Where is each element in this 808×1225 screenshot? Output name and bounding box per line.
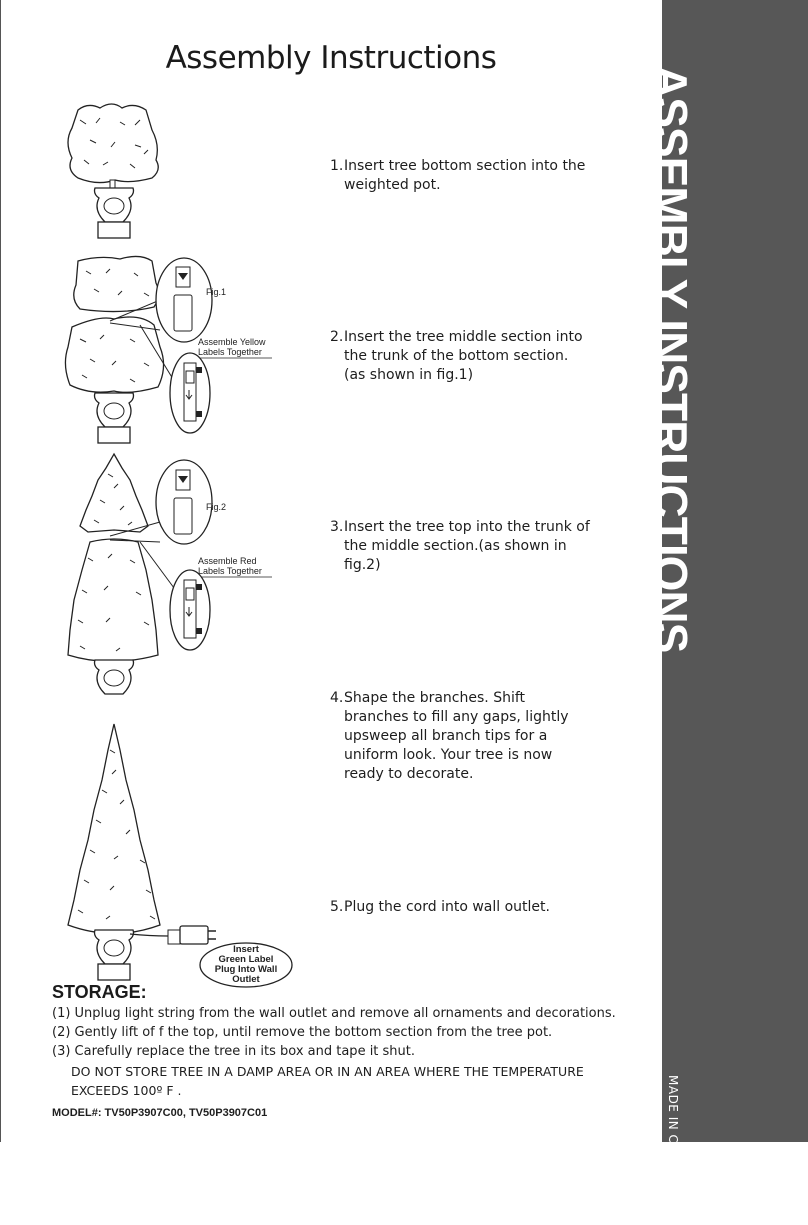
step-5-text: Plug the cord into wall outlet.	[344, 899, 550, 915]
storage-title: STORAGE:	[52, 982, 147, 1002]
step-4-text: Shape the branches. Shift branches to fill any gaps, lightly upsweep all branch tips for a uniform look. Your tree is now ready to decorate.	[344, 690, 569, 782]
fig2-label: Fig.2	[206, 502, 227, 512]
storage-item-1: (1) Unplug light string from the wall outlet and remove all ornaments and decorations.	[52, 1006, 616, 1021]
fig1-callout-line1: Assemble Yellow	[198, 337, 266, 347]
step-3	[330, 518, 590, 575]
step-3-text: Insert the tree top into the trunk of the middle section.(as shown in fig.2)	[344, 519, 590, 573]
step-1	[330, 157, 590, 195]
tree-bottom-figure	[60, 100, 170, 245]
plug-callout-line2: Green Label	[218, 954, 274, 965]
storage-item-3: (3) Carefully replace the tree in its box and tape it shut.	[52, 1044, 416, 1059]
step-4-number: 4.	[330, 690, 344, 706]
side-title: ASSEMBLY INSTRUCTIONS	[645, 65, 697, 653]
step-2	[330, 328, 590, 385]
fig2-callout-line2: Labels Together	[198, 566, 262, 576]
step-1-number: 1.	[330, 158, 344, 174]
page-title: Assembly Instructions	[165, 40, 497, 76]
storage-item-2: (2) Gently lift of f the top, until remove the bottom section from the tree pot.	[52, 1025, 553, 1040]
plug-callout-line3: Plug Into Wall	[214, 964, 278, 975]
storage-list	[52, 1004, 652, 1061]
tree-middle-figure	[60, 255, 290, 450]
step-2-number: 2.	[330, 329, 344, 345]
step-5	[330, 898, 590, 917]
step-2-text: Insert the tree middle section into the trunk of the bottom section. (as shown in fig.1)	[344, 329, 583, 383]
fig1-label: Fig.1	[206, 287, 227, 297]
step-3-number: 3.	[330, 519, 344, 535]
step-1-text: Insert tree bottom section into the weighted pot.	[344, 158, 586, 193]
step-4	[330, 689, 590, 784]
step-5-number: 5.	[330, 899, 344, 915]
fig2-callout-line1: Assemble Red	[198, 556, 257, 566]
model-number: MODEL#: TV50P3907C00, TV50P3907C01	[52, 1107, 268, 1119]
plug-callout-line1: Insert	[233, 944, 259, 955]
plug-callout-line4: Outlet	[232, 974, 260, 985]
tree-complete-figure	[60, 720, 290, 985]
made-in-label: MADE IN CHINA	[666, 1075, 680, 1176]
tree-top-figure	[60, 450, 290, 715]
storage-warning: DO NOT STORE TREE IN A DAMP AREA OR IN AN AREA WHERE THE TEMPERATURE EXCEEDS 100º F .	[71, 1064, 584, 1098]
fig1-callout-line2: Labels Together	[198, 347, 262, 357]
